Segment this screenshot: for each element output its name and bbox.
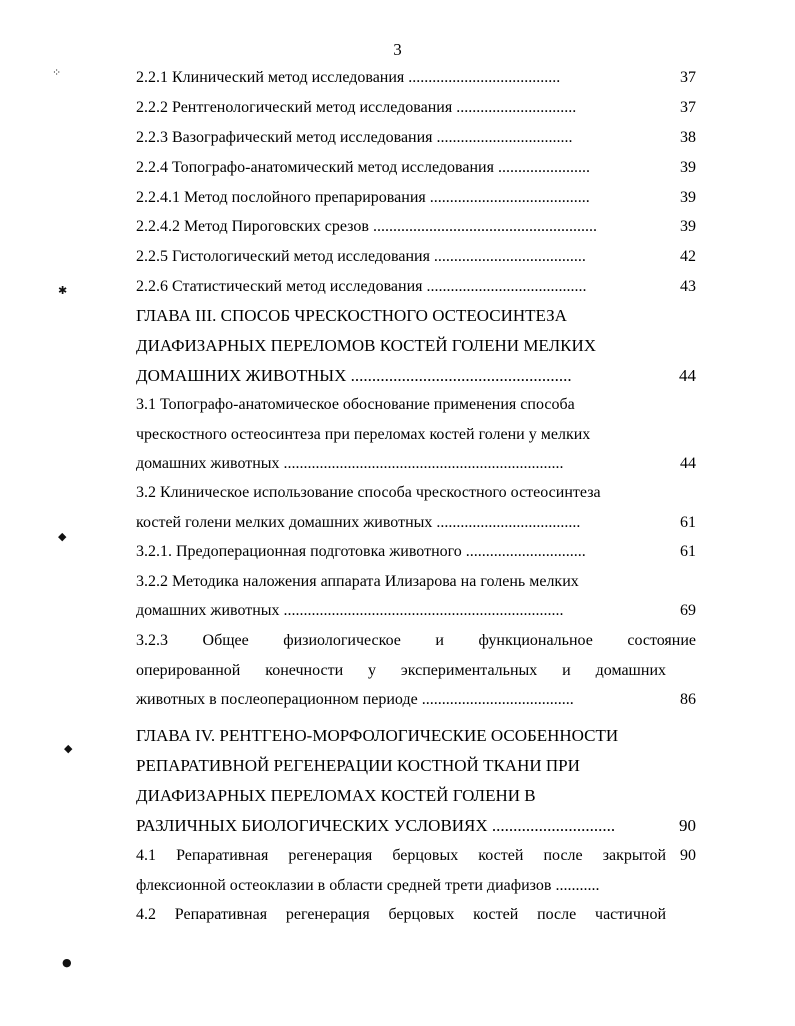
toc-entry-text: костей голени мелких домашних животных ....................................	[136, 514, 581, 531]
toc-line	[136, 511, 696, 535]
toc-line	[136, 423, 696, 447]
toc-entry-text: 4.1 Репаративная регенерация берцовых костей после закрытой	[136, 847, 666, 864]
chapter-heading-line	[136, 784, 696, 808]
toc-entry-text: 2.2.2 Рентгенологический метод исследования ..............................	[136, 99, 577, 116]
toc-page-number: 37	[680, 69, 696, 86]
toc-line	[136, 540, 696, 564]
toc-entry-text: флексионной остеоклазии в области средней трети диафизов ...........	[136, 877, 600, 894]
toc-line	[136, 96, 696, 120]
toc-entry-text: 2.2.5 Гистологический метод исследования ......................................	[136, 248, 586, 265]
scan-speck: ◆	[64, 742, 73, 755]
toc-entry-text: животных в послеоперационном периоде ......................................	[136, 691, 574, 708]
toc-page-number: 39	[680, 159, 696, 176]
scan-speck: ◆	[58, 530, 67, 543]
toc-line	[136, 903, 696, 927]
toc-entry-text: 2.2.6 Статистический метод исследования ........................................	[136, 278, 587, 295]
toc-page-number: 39	[680, 218, 696, 235]
toc-entry-text: 3.2.1. Предоперационная подготовка животного ..............................	[136, 543, 586, 560]
toc-line	[136, 481, 696, 505]
toc-line	[136, 215, 696, 239]
toc-entry-text: ДИАФИЗАРНЫХ ПЕРЕЛОМОВ КОСТЕЙ ГОЛЕНИ МЕЛКИХ	[136, 336, 597, 355]
toc-entry-text: 3.1 Топографо-анатомическое обоснование применения способа	[136, 396, 575, 413]
toc-entry-text: 2.2.4.2 Метод Пироговских срезов ........................................................	[136, 218, 597, 235]
toc-entry-text: 3.2 Клиническое использование способа чрескостного остеосинтеза	[136, 484, 601, 501]
chapter-heading-line	[136, 364, 696, 388]
toc-line	[136, 186, 696, 210]
toc-entry-text: чрескостного остеосинтеза при переломах костей голени у мелких	[136, 426, 591, 443]
toc-line	[136, 156, 696, 180]
toc-line	[136, 245, 696, 269]
scan-speck: ⁘	[52, 66, 62, 79]
toc-line	[136, 275, 696, 299]
toc-page-number: 61	[680, 514, 696, 531]
toc-entry-text: 2.2.3 Вазографический метод исследования ..................................	[136, 129, 573, 146]
toc-page-number: 39	[680, 189, 696, 206]
toc-page-number: 43	[680, 278, 696, 295]
toc-line	[136, 570, 696, 594]
toc-line	[136, 66, 696, 90]
page-number: 3	[393, 40, 402, 59]
toc-entry-text: 3.2.3 Общее физиологическое и функциональное состояние	[136, 632, 696, 649]
toc-page-number: 90	[680, 847, 696, 864]
toc-entry-text: 3.2.2 Методика наложения аппарата Илизарова на голень мелких	[136, 573, 579, 590]
toc-page-number: 38	[680, 129, 696, 146]
toc-page-number: 69	[680, 602, 696, 619]
chapter-heading-line	[136, 304, 696, 328]
toc-entry-text: РЕПАРАТИВНОЙ РЕГЕНЕРАЦИИ КОСТНОЙ ТКАНИ ПРИ	[136, 756, 580, 775]
toc-entry-text: ГЛАВА IV. РЕНТГЕНО-МОРФОЛОГИЧЕСКИЕ ОСОБЕННОСТИ	[136, 726, 619, 745]
toc-line	[136, 688, 696, 712]
toc-entry-text: ДИАФИЗАРНЫХ ПЕРЕЛОМАХ КОСТЕЙ ГОЛЕНИ В	[136, 786, 536, 805]
toc-page-number: 44	[679, 366, 696, 385]
chapter-heading-line	[136, 724, 696, 748]
scan-speck: ●	[62, 956, 72, 969]
scan-speck: ✱	[58, 284, 68, 297]
chapter-heading-line	[136, 814, 696, 838]
toc-line	[136, 629, 696, 653]
toc-entry-text: домашних животных ......................................................................	[136, 602, 564, 619]
toc-page-number: 86	[680, 691, 696, 708]
chapter-heading-line	[136, 754, 696, 778]
toc-line	[136, 599, 696, 623]
toc-line	[136, 393, 696, 417]
toc-line	[136, 874, 696, 898]
toc-entry-text: 2.2.1 Клинический метод исследования ......................................	[136, 69, 561, 86]
toc-page-number: 61	[680, 543, 696, 560]
toc-entry-text: оперированной конечности у экспериментальных и домашних	[136, 662, 666, 679]
toc-line	[136, 126, 696, 150]
toc-entry-text: 2.2.4.1 Метод послойного препарирования ........................................	[136, 189, 590, 206]
toc-entry-text: домашних животных ......................................................................	[136, 455, 564, 472]
toc-entry-text: ДОМАШНИХ ЖИВОТНЫХ ....................................................	[136, 366, 572, 385]
chapter-heading-line	[136, 334, 696, 358]
toc-page-number: 44	[680, 455, 696, 472]
toc-page-number: 90	[679, 816, 696, 835]
toc-entry-text: ГЛАВА III. СПОСОБ ЧРЕСКОСТНОГО ОСТЕОСИНТЕЗА	[136, 306, 567, 325]
toc-entry-text: 4.2 Репаративная регенерация берцовых костей после частичной	[136, 906, 666, 923]
toc-line	[136, 659, 696, 683]
toc-line	[136, 452, 696, 476]
toc-page-number: 42	[680, 248, 696, 265]
toc-entry-text: 2.2.4 Топографо-анатомический метод исследования .......................	[136, 159, 590, 176]
toc-line	[136, 844, 696, 868]
toc-entry-text: РАЗЛИЧНЫХ БИОЛОГИЧЕСКИХ УСЛОВИЯХ .............................	[136, 816, 616, 835]
toc-page-number: 37	[680, 99, 696, 116]
